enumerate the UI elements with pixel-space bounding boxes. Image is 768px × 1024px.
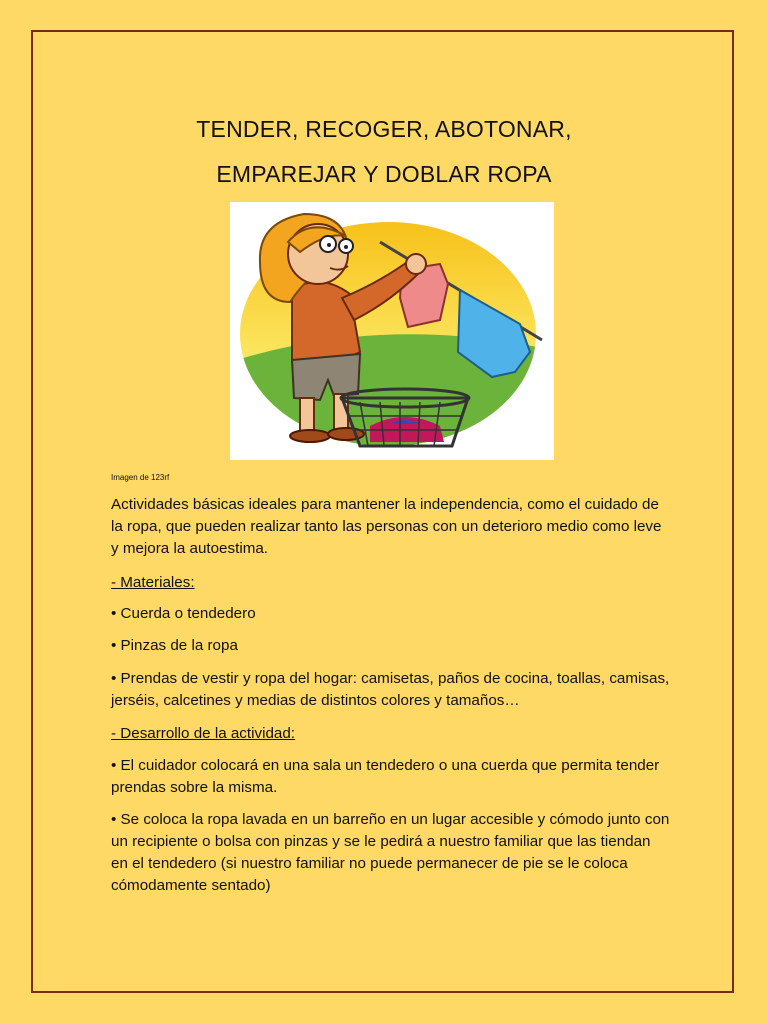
desarrollo-heading: - Desarrollo de la actividad: [111,725,296,742]
desarrollo-item: • Se coloca la ropa lavada en un barreño en un lugar accesible y cómodo junto con un recipiente o bolsa con pinzas y se le pedirá a nuestro familiar que las tiendan en el tendedero (si nuestro familiar no puede permanecer de pie se le coloca cómodamente sentado) [111,811,670,894]
illustration-woman-hanging-laundry [230,202,554,460]
image-credit: Imagen de 123rf [111,473,170,482]
desarrollo-item: • El cuidador colocará en una sala un tendedero o una cuerda que permita tender prendas sobre la misma. [111,757,660,796]
title-line-1: TENDER, RECOGER, ABOTONAR, [196,116,572,142]
title-line-2: EMPAREJAR Y DOBLAR ROPA [216,161,552,187]
materiales-item: • Cuerda o tendedero [111,605,256,622]
materiales-heading: - Materiales: [111,574,195,591]
intro-paragraph: Actividades básicas ideales para mantener la independencia, como el cuidado de la ropa, que pueden realizar tanto las personas con un deterioro medio como leve y mejora la autoestima. [111,496,662,557]
materiales-item: • Pinzas de la ropa [111,637,238,654]
materiales-item: • Prendas de vestir y ropa del hogar: camisetas, paños de cocina, toallas, camisas, jerséis, calcetines y medias de distintos colores y tamaños… [111,670,670,709]
